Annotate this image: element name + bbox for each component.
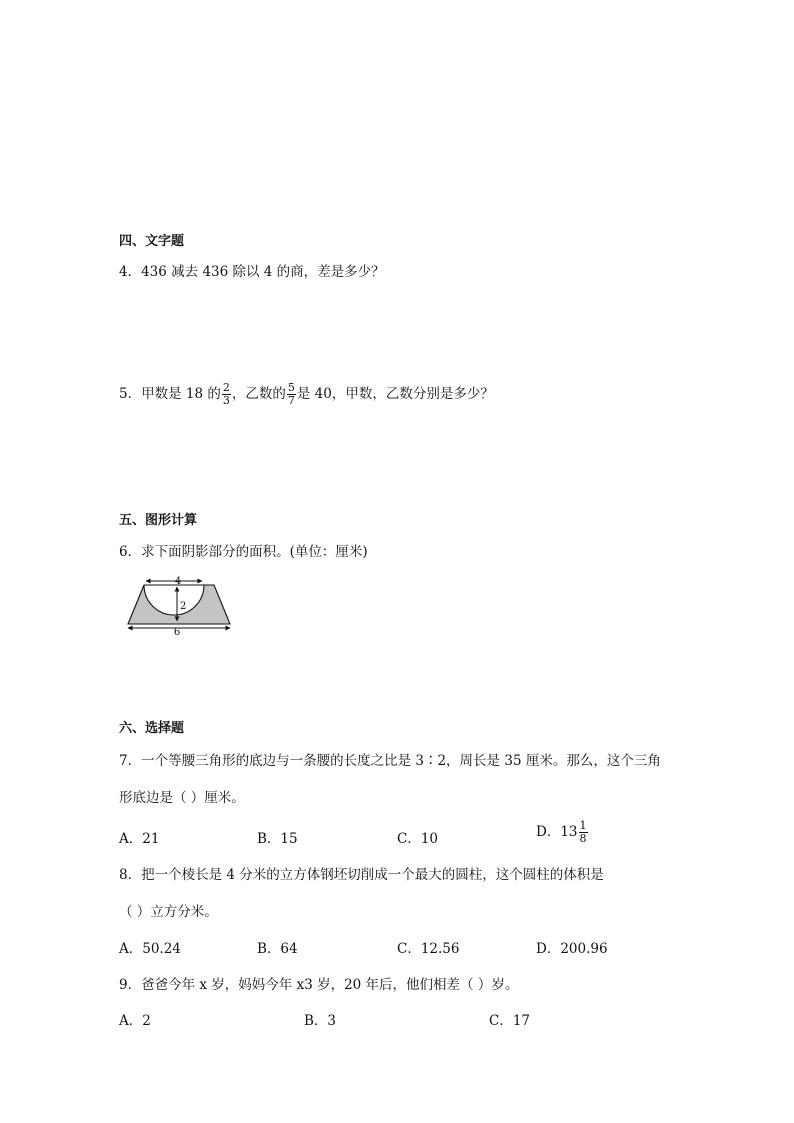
q5-frac1-numerator: 2: [222, 381, 230, 394]
q9-option-a[interactable]: A．2: [119, 1013, 151, 1029]
question-7-line-2: 形底边是（ ）厘米。: [119, 790, 245, 806]
q5-fraction-1: [222, 382, 231, 407]
q7-option-d-numerator: 1: [579, 819, 587, 832]
height-label: 2: [180, 601, 187, 612]
q8-option-d[interactable]: D．200.96: [536, 941, 608, 957]
q9-option-b[interactable]: B．3: [304, 1013, 337, 1029]
question-8-line-2: （ ）立方分米。: [119, 904, 218, 920]
q5-frac1-denominator: 3: [222, 394, 230, 407]
question-6: 6．求下面阴影部分的面积。(单位：厘米): [119, 544, 368, 560]
q8-option-a[interactable]: A．50.24: [119, 941, 181, 957]
q7-option-a[interactable]: A．21: [119, 831, 160, 847]
q5-fraction-2: [287, 382, 296, 407]
question-5: [119, 382, 494, 407]
section-5-heading: 五、图形计算: [119, 513, 198, 528]
q5-suffix: 是 40，甲数，乙数分别是多少？: [296, 386, 494, 402]
top-length-label: 4: [174, 576, 182, 587]
shaded-area-figure: [118, 572, 240, 638]
q9-option-c[interactable]: C．17: [489, 1013, 531, 1029]
q7-option-b[interactable]: B．15: [257, 831, 298, 847]
q5-frac2-numerator: 5: [287, 381, 295, 394]
question-4: 4．436 减去 436 除以 4 的商，差是多少？: [119, 264, 385, 280]
bottom-length-label: 6: [173, 627, 181, 638]
question-8-line-1: 8．把一个棱长是 4 分米的立方体钢坯切削成一个最大的圆柱，这个圆柱的体积是: [119, 867, 604, 883]
section-4-heading: 四、文字题: [119, 234, 185, 249]
q7-option-d-prefix: D．13: [536, 824, 578, 840]
q7-option-d-denominator: 8: [579, 832, 587, 845]
question-7-line-1: 7．一个等腰三角形的底边与一条腰的长度之比是 3∶2，周长是 35 厘米。那么，这个三角: [119, 753, 661, 769]
q8-option-c[interactable]: C．12.56: [397, 941, 460, 957]
q8-option-b[interactable]: B．64: [257, 941, 298, 957]
q7-option-d-fraction: [579, 820, 588, 845]
question-9-line-1: 9．爸爸今年 x 岁，妈妈今年 x3 岁，20 年后，他们相差（ ）岁。: [119, 977, 519, 993]
q5-prefix: 5．甲数是 18 的: [119, 386, 221, 402]
shaded-region: [128, 585, 230, 624]
q7-option-d[interactable]: [536, 820, 589, 845]
q7-option-c[interactable]: C．10: [397, 831, 439, 847]
section-6-heading: 六、选择题: [119, 721, 185, 736]
q5-mid: ，乙数的: [231, 386, 286, 402]
q5-frac2-denominator: 7: [287, 394, 295, 407]
